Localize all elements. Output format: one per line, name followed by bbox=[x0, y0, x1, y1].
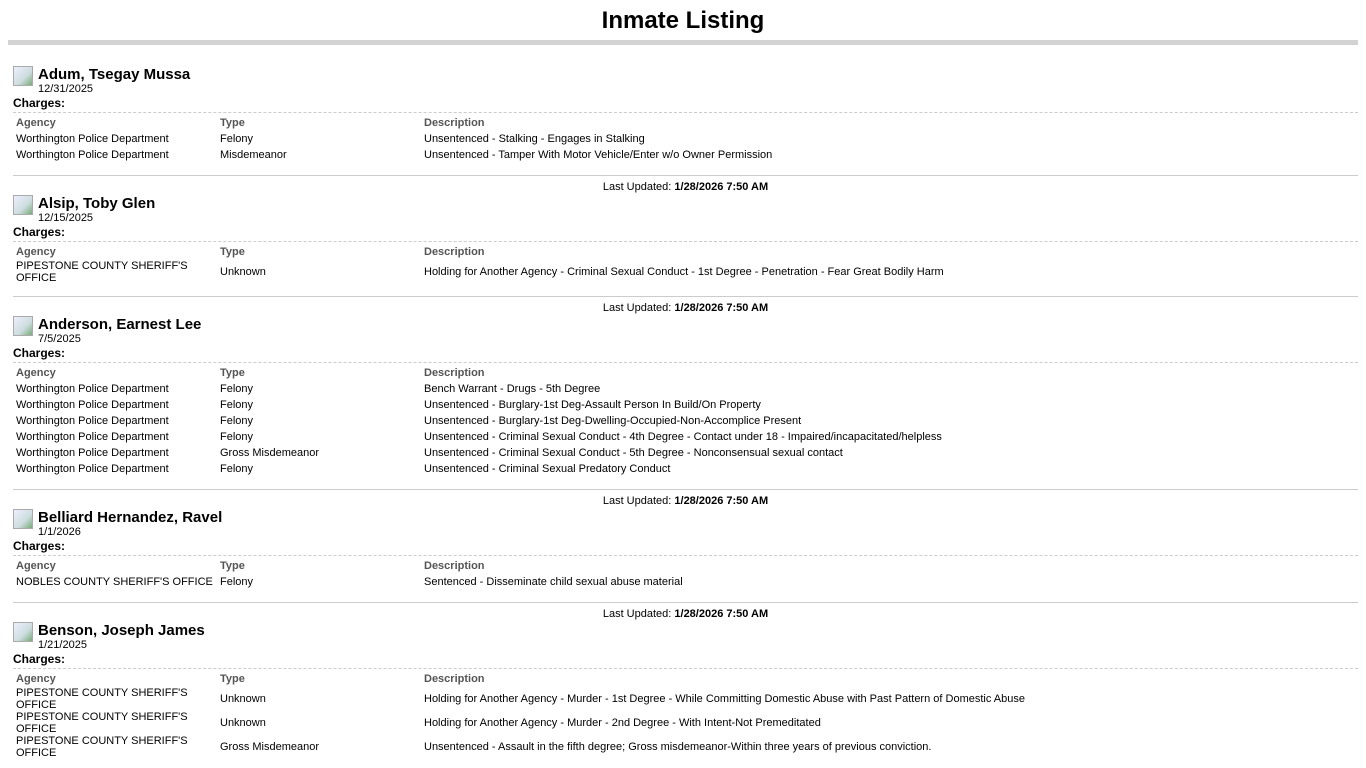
last-updated-label: Last Updated: bbox=[602, 495, 672, 507]
header-description: Description bbox=[424, 117, 485, 129]
last-updated-label: Last Updated: bbox=[602, 181, 672, 193]
charge-row bbox=[13, 461, 945, 477]
inmate-name[interactable]: Alsip, Toby Glen bbox=[38, 195, 156, 212]
charge-type: Gross Misdemeanor bbox=[220, 741, 320, 753]
header-agency: Agency bbox=[16, 560, 56, 572]
charge-row bbox=[13, 413, 945, 429]
inmate-record bbox=[13, 66, 1358, 193]
charges-table bbox=[13, 244, 947, 284]
inmate-name[interactable]: Belliard Hernandez, Ravel bbox=[38, 509, 223, 526]
charges-table bbox=[13, 365, 945, 477]
charge-row bbox=[13, 574, 686, 590]
charge-description: Unsentenced - Assault in the fifth degree; Gross misdemeanor-Within three years of previous conviction. bbox=[424, 741, 932, 753]
charge-row bbox=[13, 687, 1028, 711]
charge-type: Unknown bbox=[220, 266, 266, 278]
header-type: Type bbox=[220, 367, 245, 379]
last-updated bbox=[13, 608, 1358, 620]
header-description: Description bbox=[424, 246, 485, 258]
inmate-photo-broken-image-icon[interactable] bbox=[13, 66, 33, 86]
charge-description: Unsentenced - Burglary-1st Deg-Dwelling-Occupied-Non-Accomplice Present bbox=[424, 415, 802, 427]
charge-row bbox=[13, 381, 945, 397]
charge-row bbox=[13, 397, 945, 413]
record-divider bbox=[13, 296, 1358, 297]
charge-type: Felony bbox=[220, 576, 254, 588]
last-updated-value: 1/28/2026 7:50 AM bbox=[674, 608, 769, 620]
record-divider bbox=[13, 602, 1358, 603]
booking-date: 1/1/2026 bbox=[38, 526, 81, 538]
header-type: Type bbox=[220, 246, 245, 258]
charge-description: Unsentenced - Criminal Sexual Conduct - 5th Degree - Nonconsensual sexual contact bbox=[424, 447, 843, 459]
charges-label: Charges: bbox=[13, 346, 1358, 363]
charge-row bbox=[13, 711, 1028, 735]
header-type: Type bbox=[220, 673, 245, 685]
inmate-name[interactable]: Adum, Tsegay Mussa bbox=[38, 66, 191, 83]
charge-agency: Worthington Police Department bbox=[16, 463, 169, 475]
charge-agency: Worthington Police Department bbox=[16, 447, 169, 459]
header-agency: Agency bbox=[16, 117, 56, 129]
charges-label: Charges: bbox=[13, 225, 1358, 242]
title-divider bbox=[8, 40, 1358, 45]
charge-description: Unsentenced - Burglary-1st Deg-Assault Person In Build/On Property bbox=[424, 399, 761, 411]
charge-agency: NOBLES COUNTY SHERIFF'S OFFICE bbox=[16, 576, 213, 588]
charge-agency: Worthington Police Department bbox=[16, 415, 169, 427]
inmate-name[interactable]: Benson, Joseph James bbox=[38, 622, 205, 639]
last-updated bbox=[13, 181, 1358, 193]
charge-type: Unknown bbox=[220, 717, 266, 729]
charge-agency: PIPESTONE COUNTY SHERIFF'S OFFICE bbox=[16, 735, 188, 759]
inmate-list bbox=[8, 66, 1358, 759]
charge-description: Unsentenced - Criminal Sexual Conduct - 4th Degree - Contact under 18 - Impaired/incapacitated/helpless bbox=[424, 431, 942, 443]
inmate-record bbox=[13, 316, 1358, 507]
record-divider bbox=[13, 175, 1358, 176]
last-updated bbox=[13, 495, 1358, 507]
charge-description: Holding for Another Agency - Murder - 1st Degree - While Committing Domestic Abuse with Past Pattern of Domestic Abuse bbox=[424, 693, 1025, 705]
charge-row bbox=[13, 445, 945, 461]
charge-type: Felony bbox=[220, 133, 254, 145]
charges-label: Charges: bbox=[13, 652, 1358, 669]
charge-row bbox=[13, 147, 775, 163]
charge-agency: Worthington Police Department bbox=[16, 133, 169, 145]
charges-table bbox=[13, 115, 775, 163]
last-updated-value: 1/28/2026 7:50 AM bbox=[674, 302, 769, 314]
charge-description: Holding for Another Agency - Murder - 2nd Degree - With Intent-Not Premeditated bbox=[424, 717, 821, 729]
charge-agency: Worthington Police Department bbox=[16, 383, 169, 395]
charge-row bbox=[13, 429, 945, 445]
charge-agency: Worthington Police Department bbox=[16, 399, 169, 411]
charge-description: Holding for Another Agency - Criminal Sexual Conduct - 1st Degree - Penetration - Fear Great Bodily Harm bbox=[424, 266, 944, 278]
charges-header bbox=[13, 365, 945, 381]
charges-label: Charges: bbox=[13, 539, 1358, 556]
charge-description: Unsentenced - Tamper With Motor Vehicle/Enter w/o Owner Permission bbox=[424, 149, 773, 161]
inmate-photo-broken-image-icon[interactable] bbox=[13, 195, 33, 215]
last-updated-label: Last Updated: bbox=[602, 608, 672, 620]
charges-table bbox=[13, 671, 1028, 759]
charges-header bbox=[13, 244, 947, 260]
inmate-record bbox=[13, 195, 1358, 314]
charge-agency: PIPESTONE COUNTY SHERIFF'S OFFICE bbox=[16, 687, 188, 711]
charge-row bbox=[13, 735, 1028, 759]
last-updated-value: 1/28/2026 7:50 AM bbox=[674, 181, 769, 193]
header-description: Description bbox=[424, 673, 485, 685]
last-updated-value: 1/28/2026 7:50 AM bbox=[674, 495, 769, 507]
booking-date: 12/31/2025 bbox=[38, 83, 94, 95]
inmate-photo-broken-image-icon[interactable] bbox=[13, 622, 33, 642]
header-description: Description bbox=[424, 367, 485, 379]
charge-agency: PIPESTONE COUNTY SHERIFF'S OFFICE bbox=[16, 711, 188, 735]
booking-date: 1/21/2025 bbox=[38, 639, 87, 651]
charge-description: Unsentenced - Criminal Sexual Predatory Conduct bbox=[424, 463, 671, 475]
charge-description: Bench Warrant - Drugs - 5th Degree bbox=[424, 383, 601, 395]
charge-agency: Worthington Police Department bbox=[16, 431, 169, 443]
header-type: Type bbox=[220, 560, 245, 572]
charge-description: Sentenced - Disseminate child sexual abuse material bbox=[424, 576, 683, 588]
charges-label: Charges: bbox=[13, 96, 1358, 113]
page-title: Inmate Listing bbox=[601, 7, 765, 34]
charge-type: Felony bbox=[220, 431, 254, 443]
inmate-photo-broken-image-icon[interactable] bbox=[13, 509, 33, 529]
charge-type: Felony bbox=[220, 463, 254, 475]
inmate-record bbox=[13, 509, 1358, 620]
charge-type: Felony bbox=[220, 415, 254, 427]
header-description: Description bbox=[424, 560, 485, 572]
charges-header bbox=[13, 115, 775, 131]
charges-header bbox=[13, 671, 1028, 687]
booking-date: 7/5/2025 bbox=[38, 333, 81, 345]
charge-row bbox=[13, 260, 947, 284]
charge-type: Unknown bbox=[220, 693, 266, 705]
charge-type: Misdemeanor bbox=[220, 149, 287, 161]
charge-type: Felony bbox=[220, 399, 254, 411]
charge-agency: PIPESTONE COUNTY SHERIFF'S OFFICE bbox=[16, 260, 188, 284]
charge-row bbox=[13, 131, 775, 147]
charge-type: Felony bbox=[220, 383, 254, 395]
charge-agency: Worthington Police Department bbox=[16, 149, 169, 161]
inmate-name[interactable]: Anderson, Earnest Lee bbox=[38, 316, 202, 333]
last-updated-label: Last Updated: bbox=[602, 302, 672, 314]
charges-header bbox=[13, 558, 686, 574]
charges-table bbox=[13, 558, 686, 590]
booking-date: 12/15/2025 bbox=[38, 212, 94, 224]
charge-description: Unsentenced - Stalking - Engages in Stalking bbox=[424, 133, 645, 145]
header-agency: Agency bbox=[16, 367, 56, 379]
charge-type: Gross Misdemeanor bbox=[220, 447, 320, 459]
inmate-record bbox=[13, 622, 1358, 759]
last-updated bbox=[13, 302, 1358, 314]
header-agency: Agency bbox=[16, 246, 56, 258]
header-type: Type bbox=[220, 117, 245, 129]
inmate-photo-broken-image-icon[interactable] bbox=[13, 316, 33, 336]
header-agency: Agency bbox=[16, 673, 56, 685]
record-divider bbox=[13, 489, 1358, 490]
